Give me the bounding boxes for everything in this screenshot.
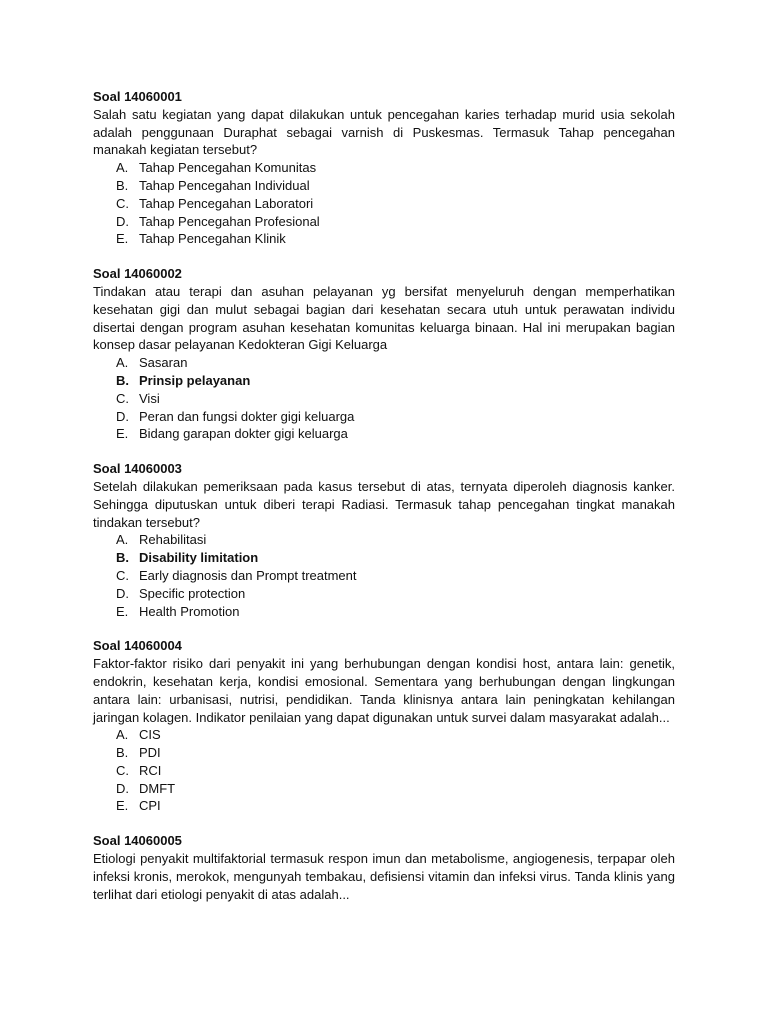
option-letter: C. [116, 390, 129, 406]
option-text: Health Promotion [139, 603, 240, 619]
question-text: Etiologi penyakit multifaktorial termasuk respon imun dan metabolisme, angiogenesis, terpapar oleh infeksi kronis, merokok, mengunyah tembakau, defisiensi vitamin dan infeksi virus. Tanda klinis yang terlihat dari etiologi penyakit di atas adalah... [93, 851, 675, 902]
option-text: Early diagnosis dan Prompt treatment [139, 567, 357, 583]
answer-option [93, 408, 675, 426]
question-block [93, 832, 675, 903]
answer-option [93, 780, 675, 798]
option-letter: E. [116, 426, 129, 442]
option-text: Tahap Pencegahan Individual [139, 177, 310, 193]
answer-options [93, 159, 675, 248]
option-text: Tahap Pencegahan Laboratori [139, 195, 314, 211]
option-text: Bidang garapan dokter gigi keluarga [139, 426, 348, 442]
answer-option [93, 372, 675, 390]
option-letter: D. [116, 408, 129, 424]
option-letter: B. [116, 745, 129, 761]
question-title: Soal 14060004 [93, 638, 182, 654]
option-letter: D. [116, 213, 129, 229]
answer-option [93, 425, 675, 443]
answer-option [93, 549, 675, 567]
option-text: Visi [139, 390, 160, 406]
question-block [93, 265, 675, 443]
option-text: Tahap Pencegahan Profesional [139, 213, 320, 229]
answer-option [93, 354, 675, 372]
question-block [93, 88, 675, 248]
option-letter: D. [116, 585, 129, 601]
option-text: Tahap Pencegahan Klinik [139, 231, 286, 247]
option-letter: C. [116, 762, 129, 778]
option-letter: C. [116, 195, 129, 211]
answer-option [93, 159, 675, 177]
option-text: Specific protection [139, 585, 246, 601]
answer-options [93, 531, 675, 620]
answer-options [93, 726, 675, 815]
question-block [93, 637, 675, 815]
option-text: PDI [139, 745, 161, 761]
option-text: Tahap Pencegahan Komunitas [139, 160, 317, 176]
answer-option [93, 531, 675, 549]
answer-option [93, 195, 675, 213]
question-text: Setelah dilakukan pemeriksaan pada kasus tersebut di atas, ternyata diperoleh diagnosis kanker. Sehingga diputuskan untuk diberi terapi Radiasi. Termasuk tahap pencegahan tingkat manakah tindakan tersebut? [93, 478, 675, 530]
answer-option [93, 585, 675, 603]
option-letter: B. [116, 177, 129, 193]
option-text: DMFT [139, 780, 176, 796]
answer-option [93, 230, 675, 248]
option-letter: A. [116, 355, 129, 371]
option-text: Disability limitation [139, 550, 259, 566]
option-text: Prinsip pelayanan [139, 372, 251, 388]
answer-options [93, 354, 675, 443]
option-text: Sasaran [139, 355, 188, 371]
option-letter: D. [116, 780, 129, 796]
answer-option [93, 744, 675, 762]
answer-option [93, 567, 675, 585]
option-text: RCI [139, 762, 162, 778]
question-text: Tindakan atau terapi dan asuhan pelayanan yg bersifat menyeluruh dengan memperhatikan kesehatan gigi dan mulut sebagai bagian dari kesehatan secara utuh untuk perawatan individu disertai dengan program asuhan kesehatan komunitas keluarga binaan. Hal ini merupakan bagian konsep dasar pelayanan Kedokteran Gigi Keluarga [93, 283, 675, 353]
option-letter: E. [116, 603, 129, 619]
answer-option [93, 726, 675, 744]
document-page [93, 88, 675, 920]
option-letter: A. [116, 532, 129, 548]
option-text: Peran dan fungsi dokter gigi keluarga [139, 408, 355, 424]
answer-option [93, 213, 675, 231]
question-title: Soal 14060003 [93, 461, 182, 477]
option-letter: E. [116, 798, 129, 814]
answer-option [93, 390, 675, 408]
answer-option [93, 797, 675, 815]
option-letter: B. [116, 372, 129, 388]
option-text: CIS [139, 727, 161, 743]
question-block [93, 460, 675, 620]
question-text: Faktor-faktor risiko dari penyakit ini yang berhubungan dengan kondisi host, antara lain: genetik, endokrin, kesehatan kerja, kondisi emosional. Sementara yang berhubungan dengan lingkungan antara lain: urbanisasi, nutrisi, pendidikan. Tanda klinisnya antara lain peningkatan kehilangan jaringan kolagen. Indikator penilaian yang dapat digunakan untuk survei dalam masyarakat adalah... [93, 656, 675, 725]
option-letter: A. [116, 727, 129, 743]
answer-option [93, 177, 675, 195]
option-letter: C. [116, 567, 129, 583]
option-text: CPI [139, 798, 161, 814]
option-letter: B. [116, 550, 129, 566]
question-title: Soal 14060002 [93, 266, 182, 282]
question-title: Soal 14060001 [93, 89, 182, 104]
answer-option [93, 762, 675, 780]
option-letter: A. [116, 160, 129, 176]
question-text: Salah satu kegiatan yang dapat dilakukan untuk pencegahan karies terhadap murid usia sekolah adalah penggunaan Duraphat sebagai varnish di Puskesmas. Termasuk Tahap pencegahan manakah kegiatan tersebut? [93, 106, 675, 158]
answer-option [93, 603, 675, 621]
option-letter: E. [116, 231, 129, 247]
question-title: Soal 14060005 [93, 833, 182, 849]
option-text: Rehabilitasi [139, 532, 207, 548]
